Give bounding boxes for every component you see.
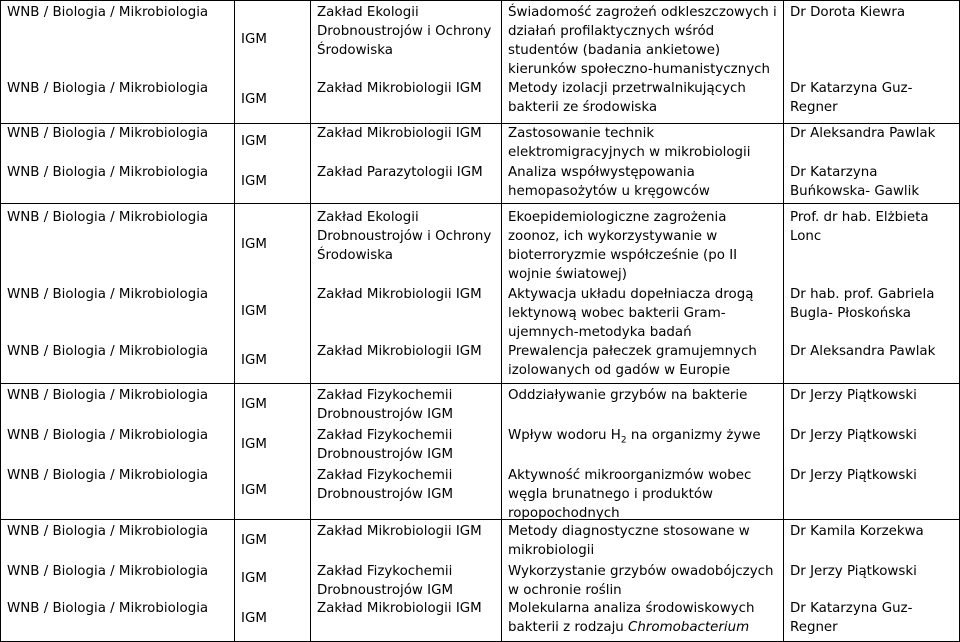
department-text: Zakład Mikrobiologii IGM <box>317 344 482 359</box>
supervisor-cell <box>784 384 960 520</box>
unit-cell <box>1 520 235 642</box>
supervisor-text: Dr Kamila Korzekwa <box>790 524 924 539</box>
topic-text <box>502 599 783 641</box>
supervisor-text: Dr Katarzyna Guz-Regner <box>790 601 913 635</box>
topic-text: Świadomość zagrożeń odkleszczowych i działań profilaktycznych wśród studentów (badania ankietowe) kierunków społeczno-humanistycznych <box>508 5 777 77</box>
unit-text: WNB / Biologia / Mikrobiologia <box>7 5 209 20</box>
table-row <box>1 384 960 520</box>
supervisor-text: Dr Jerzy Piątkowski <box>790 388 917 403</box>
supervisor-text: Dr Jerzy Piątkowski <box>790 428 917 443</box>
topic-text: Oddziaływanie grzybów na bakterie <box>508 388 748 403</box>
department-text: Zakład Ekologii Drobnoustrojów i Ochrony Środowiska <box>317 5 492 58</box>
unit-cell <box>1 204 235 384</box>
supervisor-text: Dr Aleksandra Pawlak <box>790 126 936 141</box>
unit-text: WNB / Biologia / Mikrobiologia <box>7 601 209 616</box>
department-text: Zakład Mikrobiologii IGM <box>317 287 482 302</box>
institute-cell <box>235 1 311 124</box>
institute-text: IGM <box>241 483 267 498</box>
institute-text: IGM <box>241 304 267 319</box>
supervisor-text: Dr Aleksandra Pawlak <box>790 344 936 359</box>
topic-text: Aktywacja układu dopełniacza drogą lektynową wobec bakterii Gram-ujemnych-metodyka badań <box>508 287 754 340</box>
topic-cell <box>502 204 784 384</box>
institute-cell <box>235 520 311 642</box>
institute-text: IGM <box>241 437 267 452</box>
department-cell <box>311 520 502 642</box>
topic-text: Ekoepidemiologiczne zagrożenia zoonoz, ich wykorzystywanie w bioterroryzmie współcześnie (po II wojnie światowej) <box>508 210 738 282</box>
supervisor-text: Dr Dorota Kiewra <box>790 5 906 20</box>
department-text: Zakład Ekologii Drobnoustrojów i Ochrony Środowiska <box>317 210 492 263</box>
unit-text: WNB / Biologia / Mikrobiologia <box>7 468 209 483</box>
institute-cell <box>235 124 311 204</box>
table-row <box>1 204 960 384</box>
topic-text-part: na organizmy żywe <box>626 428 761 443</box>
institute-text: IGM <box>241 397 267 412</box>
topic-text: Analiza współwystępowania hemopasożytów u kręgowców <box>508 165 710 199</box>
department-cell <box>311 384 502 520</box>
institute-text: IGM <box>241 32 267 47</box>
supervisor-text: Dr Katarzyna Buńkowska- Gawlik <box>790 165 920 199</box>
institute-text: IGM <box>241 92 267 107</box>
supervisor-cell <box>784 520 960 642</box>
institute-text: IGM <box>241 533 267 548</box>
supervisor-cell <box>784 204 960 384</box>
department-cell <box>311 204 502 384</box>
topic-text <box>502 426 783 466</box>
unit-text: WNB / Biologia / Mikrobiologia <box>7 165 209 180</box>
institute-text: IGM <box>241 134 267 149</box>
unit-cell <box>1 1 235 124</box>
institute-text: IGM <box>241 611 267 626</box>
supervisor-text: Dr Jerzy Piątkowski <box>790 564 917 579</box>
supervisor-cell <box>784 1 960 124</box>
institute-text: IGM <box>241 237 267 252</box>
table-row <box>1 520 960 642</box>
unit-text: WNB / Biologia / Mikrobiologia <box>7 210 209 225</box>
topic-text: Zastosowanie technik elektromigracyjnych w mikrobiologii <box>508 126 751 160</box>
topic-text-part: Wpływ wodoru H <box>508 428 621 443</box>
unit-text: WNB / Biologia / Mikrobiologia <box>7 428 209 443</box>
unit-text: WNB / Biologia / Mikrobiologia <box>7 524 209 539</box>
unit-text: WNB / Biologia / Mikrobiologia <box>7 564 209 579</box>
supervisor-text: Dr hab. prof. Gabriela Bugla- Płoskońska <box>790 287 935 321</box>
department-text: Zakład Mikrobiologii IGM <box>317 601 482 616</box>
department-cell <box>311 124 502 204</box>
topic-text: Metody izolacji przetrwalnikujących bakterii ze środowiska <box>508 81 746 115</box>
department-text: Zakład Mikrobiologii IGM <box>317 81 482 96</box>
unit-text: WNB / Biologia / Mikrobiologia <box>7 388 209 403</box>
topic-cell <box>502 124 784 204</box>
department-text: Zakład Mikrobiologii IGM <box>317 126 482 141</box>
department-text: Zakład Fizykochemii Drobnoustrojów IGM <box>317 428 454 462</box>
table-row <box>1 124 960 204</box>
genus-name: Chromobacterium <box>628 620 750 635</box>
topic-text: Aktywność mikroorganizmów wobec węgla brunatnego i produktów ropopochodnych <box>508 468 752 519</box>
topic-text: Metody diagnostyczne stosowane w mikrobiologii <box>508 524 750 558</box>
topic-cell <box>502 384 784 520</box>
subscript: 2 <box>620 435 627 446</box>
department-text: Zakład Fizykochemii Drobnoustrojów IGM <box>317 564 454 598</box>
supervisor-text: Dr Katarzyna Guz-Regner <box>790 81 913 115</box>
unit-text: WNB / Biologia / Mikrobiologia <box>7 81 209 96</box>
supervisor-text: Dr Jerzy Piątkowski <box>790 468 917 483</box>
supervisor-text: Prof. dr hab. Elżbieta Lonc <box>790 210 929 244</box>
topic-text: Prewalencja pałeczek gramujemnych izolowanych od gadów w Europie <box>508 344 757 378</box>
department-text: Zakład Fizykochemii Drobnoustrojów IGM <box>317 468 454 502</box>
topic-text: Wykorzystanie grzybów owadobójczych w ochronie roślin <box>508 564 774 598</box>
unit-cell <box>1 124 235 204</box>
unit-cell <box>1 384 235 520</box>
topic-cell <box>502 520 784 642</box>
department-text: Zakład Fizykochemii Drobnoustrojów IGM <box>317 388 454 422</box>
unit-text: WNB / Biologia / Mikrobiologia <box>7 287 209 302</box>
supervisor-cell <box>784 124 960 204</box>
institute-text: IGM <box>241 571 267 586</box>
institute-cell <box>235 384 311 520</box>
institute-cell <box>235 204 311 384</box>
table-row <box>1 1 960 124</box>
department-cell <box>311 1 502 124</box>
unit-text: WNB / Biologia / Mikrobiologia <box>7 126 209 141</box>
institute-text: IGM <box>241 353 267 368</box>
topic-cell <box>502 1 784 124</box>
institute-text: IGM <box>241 174 267 189</box>
topic-text-part: Molekularna analiza środowiskowych bakterii z rodzaju <box>508 601 755 635</box>
department-text: Zakład Mikrobiologii IGM <box>317 524 482 539</box>
department-text: Zakład Parazytologii IGM <box>317 165 483 180</box>
unit-text: WNB / Biologia / Mikrobiologia <box>7 344 209 359</box>
